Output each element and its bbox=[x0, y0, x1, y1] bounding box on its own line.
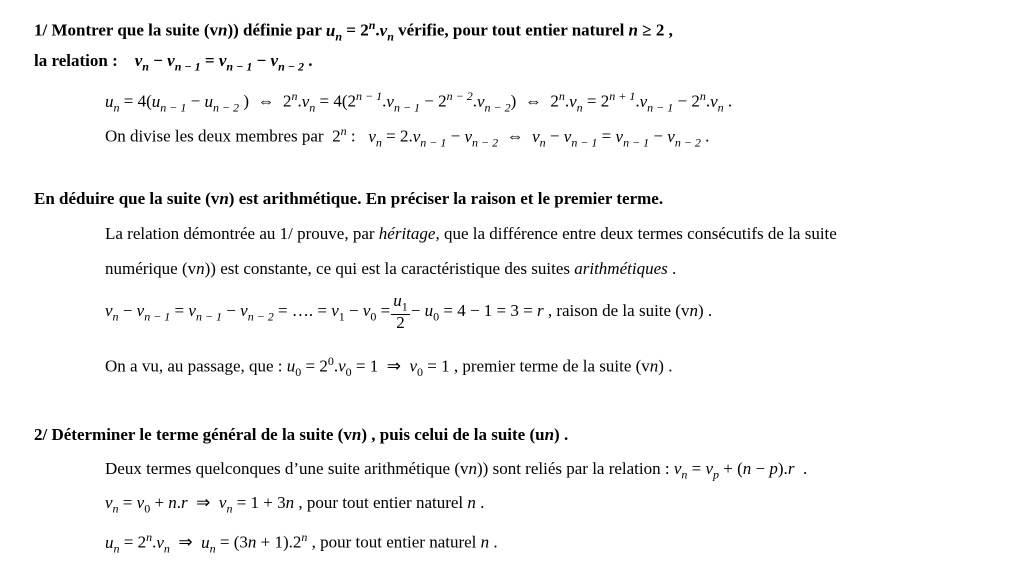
section1-heading: 1/ Montrer que la suite (vn)) définie par $u_n = 2^n.v_n$ vérifie, pour tout entier naturel n ≥ 2 , bbox=[34, 18, 673, 44]
section2-heading: 2/ Déterminer le terme général de la suite (vn) , puis celui de la suite (un) . bbox=[34, 425, 569, 444]
section2-vn-formula: $v_n = v_0 + n.r$ ⇒ $v_n = 1 + 3n$ , pour tout entier naturel n . bbox=[105, 493, 485, 516]
section1-relation-heading: la relation : $v_n - v_{n - 1} = v_{n - 1} - v_{n - 2}$ . bbox=[34, 51, 313, 74]
section2-paragraph-1: Deux termes quelconques d’une suite arithmétique (vn)) sont reliés par la relation : $v_n = v_p + (n - p).r$ . bbox=[105, 459, 808, 482]
deduce-heading: En déduire que la suite (vn) est arithmétique. En préciser la raison et le premier terme. bbox=[34, 189, 664, 208]
section1-equation-1: $u_n = 4(u_{n - 1} - u_{n - 2}$ ) ⇔ $2^n.v_n = 4(2^{n - 1}.v_{n - 1} - 2^{n - 2}.v_{n - 2})$ ⇔ $2^n.v_n = 2^{n + 1}.v_{n - 1} - 2^n.v_n$ . bbox=[105, 89, 733, 115]
deduce-paragraph-2: numérique (vn)) est constante, ce qui est la caractéristique des suites arithmétiques . bbox=[105, 259, 677, 278]
deduce-raison-equation: $v_n - v_{n - 1} = v_{n - 1} - v_{n - 2}$ = …. = $v_1 - v_0$ = $\frac{u_1}{2}$ − $u_0 = 4 - 1 = 3 = r$ , raison de la suite (vn) . bbox=[105, 291, 713, 333]
section1-equation-2: On divise les deux membres par 2$^n$ : $v_n = 2.v_{n - 1} - v_{n - 2}$ ⇔ $v_n - v_{n - 1} = v_{n - 1} - v_{n - 2}$ . bbox=[105, 124, 710, 150]
section2-un-formula: $u_n = 2^n.v_n$ ⇒ $u_n = (3n + 1).2^n$ , pour tout entier naturel n . bbox=[105, 530, 498, 556]
fraction-u1-over-2: $\frac{u_1}{2}$ bbox=[393, 291, 408, 333]
deduce-paragraph-1: La relation démontrée au 1/ prouve, par héritage, que la différence entre deux termes consécutifs de la suite bbox=[105, 224, 837, 243]
deduce-passage: On a vu, au passage, que : $u_0 = 2^0.v_0 = 1$ ⇒ $v_0 = 1$ , premier terme de la suite (vn) . bbox=[105, 354, 673, 380]
